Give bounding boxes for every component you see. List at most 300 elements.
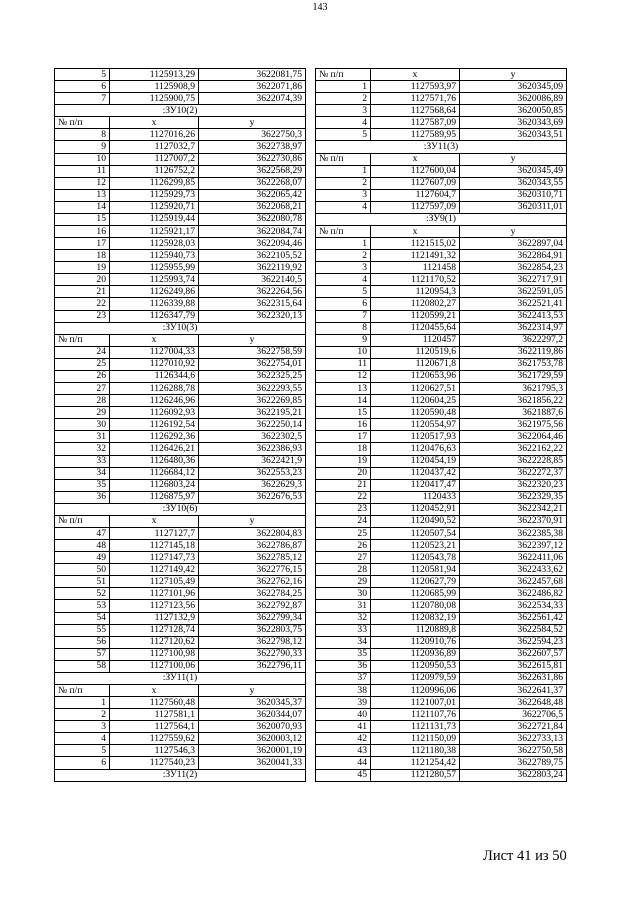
table-row: [55, 612, 306, 624]
table-row: [55, 310, 306, 322]
coord-x: 1125913,29: [110, 69, 199, 81]
point-number: 19: [55, 262, 110, 274]
coord-y: 3622561,42: [460, 612, 567, 624]
coord-y: 3620343,69: [460, 117, 567, 129]
coord-y: 3622754,01: [199, 358, 306, 370]
coord-y: 3622421,9: [199, 455, 306, 467]
coord-x: 1120590,48: [371, 407, 460, 419]
coord-x: 1121150,09: [371, 733, 460, 745]
table-row: [55, 624, 306, 636]
coord-y: 3622786,87: [199, 540, 306, 552]
coord-y: 3622195,21: [199, 407, 306, 419]
table-row: [55, 745, 306, 757]
coord-y: 3622762,16: [199, 576, 306, 588]
coord-x: 1120437,42: [371, 467, 460, 479]
table-row: [316, 552, 567, 564]
point-number: 25: [316, 527, 371, 539]
coord-y: 3622411,06: [460, 552, 567, 564]
coord-x: 1126803,24: [110, 479, 199, 491]
coord-x: 1127032,7: [110, 141, 199, 153]
point-number: 39: [316, 697, 371, 709]
point-number: 56: [55, 636, 110, 648]
coord-x: 1126344,6: [110, 370, 199, 382]
coord-y: 3622370,91: [460, 515, 567, 527]
point-number: 23: [55, 310, 110, 322]
parcel-section-label: :ЗУ11(3): [316, 141, 567, 153]
coord-x: 1120627,51: [371, 383, 460, 395]
point-number: 12: [316, 370, 371, 382]
point-number: 5: [55, 745, 110, 757]
coord-y: 3622785,12: [199, 552, 306, 564]
coord-x: 1127571,76: [371, 93, 460, 105]
coord-y: 3622081,75: [199, 69, 306, 81]
table-row: [55, 455, 306, 467]
coord-x: 1120455,64: [371, 322, 460, 334]
parcel-section-label: :ЗУ10(3): [55, 322, 306, 334]
coord-x: 1120507,54: [371, 527, 460, 539]
table-row: [316, 165, 567, 177]
point-number: 18: [55, 250, 110, 262]
coord-y: 3622750,3: [199, 129, 306, 141]
table-row: [55, 419, 306, 431]
coord-x: 1126426,21: [110, 443, 199, 455]
coord-x: 1127004,33: [110, 346, 199, 358]
table-row: [316, 684, 567, 696]
point-number: 3: [55, 721, 110, 733]
coord-x: 1126299,85: [110, 177, 199, 189]
table-row: [55, 298, 306, 310]
table-header-row: [55, 515, 306, 527]
table-row: [55, 201, 306, 213]
coord-x: 1120452,91: [371, 503, 460, 515]
coord-x: 1121107,76: [371, 709, 460, 721]
header-x: x: [371, 226, 460, 238]
coord-y: 3622629,3: [199, 479, 306, 491]
table-row: [55, 165, 306, 177]
coord-x: 1120433: [371, 491, 460, 503]
coord-y: 3622521,41: [460, 298, 567, 310]
point-number: 12: [55, 177, 110, 189]
table-row: [316, 757, 567, 769]
coord-x: 1121007,01: [371, 697, 460, 709]
coord-y: 3622269,85: [199, 395, 306, 407]
coord-y: 3622264,56: [199, 286, 306, 298]
left-coordinates-table: [54, 68, 306, 782]
coord-x: 1127589,95: [371, 129, 460, 141]
coord-y: 3622320,23: [460, 479, 567, 491]
point-number: 40: [316, 709, 371, 721]
coord-y: 3622615,81: [460, 660, 567, 672]
point-number: 35: [316, 648, 371, 660]
coord-y: 3622721,84: [460, 721, 567, 733]
point-number: 2: [316, 93, 371, 105]
table-row: [316, 467, 567, 479]
table-row: [316, 370, 567, 382]
point-number: 26: [55, 370, 110, 382]
coord-x: 1120454,19: [371, 455, 460, 467]
point-number: 24: [316, 515, 371, 527]
table-row: [55, 189, 306, 201]
coord-x: 1125955,99: [110, 262, 199, 274]
point-number: 28: [316, 564, 371, 576]
coord-y: 3620345,37: [199, 697, 306, 709]
coord-y: 3622784,25: [199, 588, 306, 600]
table-row: [55, 588, 306, 600]
header-x: x: [110, 684, 199, 696]
table-row: [55, 697, 306, 709]
coord-x: 1127100,98: [110, 648, 199, 660]
coord-y: 3622641,37: [460, 684, 567, 696]
coord-x: 1120889,8: [371, 624, 460, 636]
point-number: 37: [316, 672, 371, 684]
point-number: 4: [55, 733, 110, 745]
coord-y: 3622798,12: [199, 636, 306, 648]
table-header-row: [316, 153, 567, 165]
coord-x: 1121131,73: [371, 721, 460, 733]
coord-x: 1126339,88: [110, 298, 199, 310]
point-number: 17: [316, 431, 371, 443]
coord-x: 1120417,47: [371, 479, 460, 491]
coord-y: 3622413,53: [460, 310, 567, 322]
point-number: 29: [55, 407, 110, 419]
point-number: 7: [55, 93, 110, 105]
coord-y: 3622071,86: [199, 81, 306, 93]
coord-x: 1120802,27: [371, 298, 460, 310]
coord-y: 3622074,39: [199, 93, 306, 105]
coord-y: 3622080,78: [199, 213, 306, 225]
table-row: [316, 201, 567, 213]
coord-x: 1120996,06: [371, 684, 460, 696]
point-number: 16: [55, 226, 110, 238]
point-number: 4: [316, 274, 371, 286]
point-number: 5: [316, 129, 371, 141]
coord-x: 1127581,1: [110, 709, 199, 721]
point-number: 8: [316, 322, 371, 334]
table-row: [316, 455, 567, 467]
header-x: x: [110, 334, 199, 346]
point-number: 51: [55, 576, 110, 588]
point-number: 2: [316, 177, 371, 189]
table-row: [316, 636, 567, 648]
coord-y: 3620070,93: [199, 721, 306, 733]
coord-y: 3622385,38: [460, 527, 567, 539]
point-number: 9: [55, 141, 110, 153]
coord-y: 3622457,68: [460, 576, 567, 588]
point-number: 3: [316, 262, 371, 274]
coord-x: 1127593,97: [371, 81, 460, 93]
parcel-section-row: [55, 769, 306, 781]
coord-y: 3622706,5: [460, 709, 567, 721]
point-number: 2: [316, 250, 371, 262]
table-row: [55, 262, 306, 274]
table-row: [55, 286, 306, 298]
coord-x: 1125921,17: [110, 226, 199, 238]
point-number: 1: [316, 81, 371, 93]
coord-y: 3622750,58: [460, 745, 567, 757]
coord-x: 1121180,38: [371, 745, 460, 757]
table-row: [55, 177, 306, 189]
parcel-section-label: :ЗУ11(1): [55, 672, 306, 684]
coord-y: 3622790,33: [199, 648, 306, 660]
right-coordinates-column: [315, 68, 567, 782]
coord-x: 1121254,42: [371, 757, 460, 769]
coord-x: 1120832,19: [371, 612, 460, 624]
table-row: [55, 346, 306, 358]
coord-x: 1127010,92: [110, 358, 199, 370]
coord-x: 1125929,73: [110, 189, 199, 201]
header-y: y: [460, 226, 567, 238]
point-number: 8: [55, 129, 110, 141]
left-coordinates-column: [54, 68, 306, 782]
coord-y: 3622397,12: [460, 540, 567, 552]
point-number: 57: [55, 648, 110, 660]
table-row: [55, 358, 306, 370]
coord-x: 1127568,64: [371, 105, 460, 117]
coord-y: 3622594,23: [460, 636, 567, 648]
point-number: 30: [316, 588, 371, 600]
coord-x: 1127127,7: [110, 527, 199, 539]
table-row: [55, 238, 306, 250]
coord-x: 1127149,42: [110, 564, 199, 576]
coord-x: 1120599,21: [371, 310, 460, 322]
coord-y: 3622534,33: [460, 600, 567, 612]
table-row: [316, 358, 567, 370]
coord-y: 3622162,22: [460, 443, 567, 455]
point-number: 41: [316, 721, 371, 733]
coord-y: 3620344,07: [199, 709, 306, 721]
coord-y: 3622064,46: [460, 431, 567, 443]
coord-y: 3622803,75: [199, 624, 306, 636]
point-number: 15: [316, 407, 371, 419]
sheet-footer: Лист 41 из 50: [483, 848, 567, 864]
point-number: 22: [316, 491, 371, 503]
point-number: 24: [55, 346, 110, 358]
coord-y: 3620343,55: [460, 177, 567, 189]
coord-x: 1127128,74: [110, 624, 199, 636]
table-row: [55, 660, 306, 672]
table-row: [55, 443, 306, 455]
coord-x: 1120979,59: [371, 672, 460, 684]
point-number: 19: [316, 455, 371, 467]
coord-x: 1126480,36: [110, 455, 199, 467]
table-row: [316, 129, 567, 141]
coord-y: 3621729,59: [460, 370, 567, 382]
parcel-section-row: [316, 213, 567, 225]
coord-y: 3622591,05: [460, 286, 567, 298]
coord-x: 1127604,7: [371, 189, 460, 201]
coord-x: 1126249,86: [110, 286, 199, 298]
table-row: [55, 491, 306, 503]
coord-x: 1120910,76: [371, 636, 460, 648]
point-number: 2: [55, 709, 110, 721]
coord-y: 3620086,89: [460, 93, 567, 105]
coord-y: 3622329,35: [460, 491, 567, 503]
header-x: x: [371, 153, 460, 165]
coord-y: 3622804,83: [199, 527, 306, 539]
table-row: [55, 552, 306, 564]
table-row: [55, 576, 306, 588]
point-number: 13: [316, 383, 371, 395]
table-row: [316, 334, 567, 346]
coord-y: 3622119,92: [199, 262, 306, 274]
coord-x: 1125919,44: [110, 213, 199, 225]
coord-y: 3622864,91: [460, 250, 567, 262]
table-row: [316, 479, 567, 491]
parcel-section-label: :ЗУ11(2): [55, 769, 306, 781]
coord-x: 1121458: [371, 262, 460, 274]
point-number: 28: [55, 395, 110, 407]
coord-x: 1125908,9: [110, 81, 199, 93]
point-number: 16: [316, 419, 371, 431]
coord-x: 1120604,25: [371, 395, 460, 407]
coord-x: 1127007,2: [110, 153, 199, 165]
table-row: [55, 709, 306, 721]
point-number: 7: [316, 310, 371, 322]
coord-x: 1127600,04: [371, 165, 460, 177]
coord-y: 3622068,21: [199, 201, 306, 213]
point-number: 29: [316, 576, 371, 588]
coord-x: 1127016,26: [110, 129, 199, 141]
coord-x: 1127101,96: [110, 588, 199, 600]
point-number: 35: [55, 479, 110, 491]
point-number: 4: [316, 201, 371, 213]
point-number: 5: [55, 69, 110, 81]
coord-x: 1120950,53: [371, 660, 460, 672]
table-row: [316, 697, 567, 709]
coord-y: 3622268,07: [199, 177, 306, 189]
coord-x: 1120476,63: [371, 443, 460, 455]
coord-y: 3620001,19: [199, 745, 306, 757]
point-number: 32: [55, 443, 110, 455]
header-y: y: [460, 153, 567, 165]
coord-x: 1127132,9: [110, 612, 199, 624]
point-number: 42: [316, 733, 371, 745]
coord-y: 3622758,59: [199, 346, 306, 358]
point-number: 11: [316, 358, 371, 370]
table-row: [316, 431, 567, 443]
coord-y: 3620345,09: [460, 81, 567, 93]
coord-x: 1127546,3: [110, 745, 199, 757]
page-number: 143: [312, 2, 328, 13]
point-number: 13: [55, 189, 110, 201]
coord-x: 1120523,21: [371, 540, 460, 552]
table-row: [55, 636, 306, 648]
coord-x: 1120627,79: [371, 576, 460, 588]
coord-y: 3622796,11: [199, 660, 306, 672]
point-number: 52: [55, 588, 110, 600]
coord-x: 1127120,62: [110, 636, 199, 648]
point-number: 48: [55, 540, 110, 552]
point-number: 4: [316, 117, 371, 129]
table-header-row: [316, 226, 567, 238]
coord-x: 1127145,18: [110, 540, 199, 552]
header-number: № п/п: [55, 117, 110, 129]
header-number: № п/п: [316, 69, 371, 81]
coord-y: 3620003,12: [199, 733, 306, 745]
header-y: y: [460, 69, 567, 81]
table-row: [55, 733, 306, 745]
parcel-section-row: [55, 105, 306, 117]
coord-y: 3622297,2: [460, 334, 567, 346]
coord-y: 3620343,51: [460, 129, 567, 141]
table-header-row: [55, 117, 306, 129]
point-number: 31: [55, 431, 110, 443]
point-number: 27: [316, 552, 371, 564]
table-row: [55, 648, 306, 660]
table-row: [316, 238, 567, 250]
parcel-section-row: [316, 141, 567, 153]
coord-y: 3622314,97: [460, 322, 567, 334]
table-row: [316, 709, 567, 721]
header-number: № п/п: [316, 153, 371, 165]
table-row: [316, 117, 567, 129]
coord-y: 3620345,49: [460, 165, 567, 177]
right-coordinates-table: [315, 68, 567, 782]
header-y: y: [199, 334, 306, 346]
coord-x: 1126347,79: [110, 310, 199, 322]
coord-y: 3622320,13: [199, 310, 306, 322]
point-number: 25: [55, 358, 110, 370]
table-row: [316, 395, 567, 407]
table-header-row: [55, 684, 306, 696]
coord-x: 1120517,93: [371, 431, 460, 443]
coord-x: 1127100,06: [110, 660, 199, 672]
coord-x: 1125993,74: [110, 274, 199, 286]
coord-x: 1126246,96: [110, 395, 199, 407]
coord-y: 3622607,57: [460, 648, 567, 660]
coord-x: 1127597,09: [371, 201, 460, 213]
table-row: [55, 431, 306, 443]
table-row: [316, 660, 567, 672]
coord-y: 3622897,04: [460, 238, 567, 250]
point-number: 21: [316, 479, 371, 491]
coord-x: 1127559,62: [110, 733, 199, 745]
table-row: [55, 93, 306, 105]
coord-x: 1127540,23: [110, 757, 199, 769]
header-y: y: [199, 117, 306, 129]
point-number: 32: [316, 612, 371, 624]
point-number: 3: [316, 189, 371, 201]
coord-x: 1120685,99: [371, 588, 460, 600]
table-row: [316, 491, 567, 503]
table-row: [316, 503, 567, 515]
table-row: [316, 527, 567, 539]
point-number: 36: [316, 660, 371, 672]
coord-y: 3622250,14: [199, 419, 306, 431]
coord-x: 1120671,8: [371, 358, 460, 370]
point-number: 14: [55, 201, 110, 213]
table-row: [316, 648, 567, 660]
coord-y: 3622676,53: [199, 491, 306, 503]
table-row: [316, 310, 567, 322]
table-row: [316, 612, 567, 624]
coord-x: 1121515,02: [371, 238, 460, 250]
coord-x: 1125900,75: [110, 93, 199, 105]
table-row: [316, 93, 567, 105]
coord-x: 1126292,36: [110, 431, 199, 443]
coord-x: 1127105,49: [110, 576, 199, 588]
table-row: [316, 189, 567, 201]
coord-y: 3621753,78: [460, 358, 567, 370]
point-number: 20: [55, 274, 110, 286]
table-row: [316, 576, 567, 588]
coord-y: 3622105,52: [199, 250, 306, 262]
coord-x: 1126092,93: [110, 407, 199, 419]
header-x: x: [110, 515, 199, 527]
coord-y: 3622302,5: [199, 431, 306, 443]
coord-x: 1126752,2: [110, 165, 199, 177]
table-row: [316, 383, 567, 395]
